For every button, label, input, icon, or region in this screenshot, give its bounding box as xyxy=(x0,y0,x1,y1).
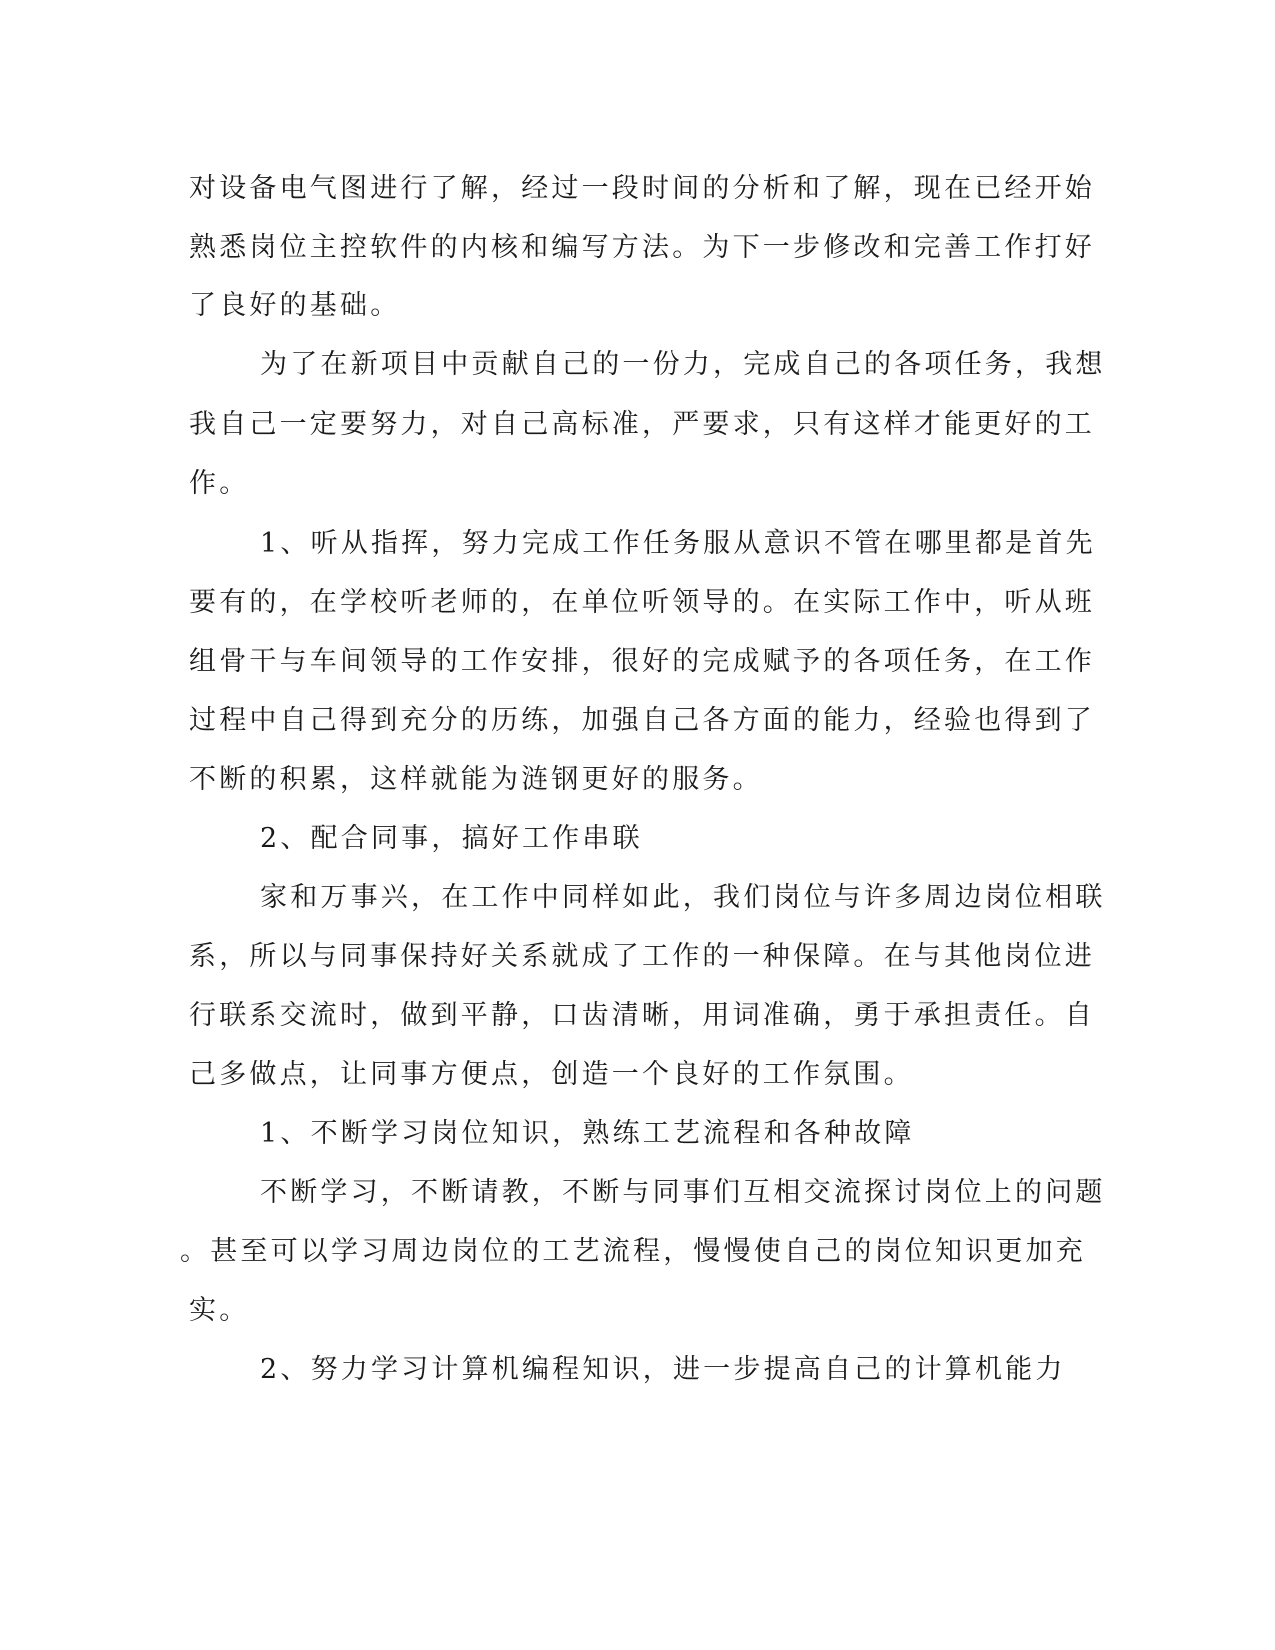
text-line: 。甚至可以学习周边岗位的工艺流程，慢慢使自己的岗位知识更加充 xyxy=(180,1236,1086,1267)
text-line: 我自己一定要努力，对自己高标准，严要求，只有这样才能更好的工 xyxy=(189,409,1095,440)
text-line: 为了在新项目中贡献自己的一份力，完成自己的各项任务，我想 xyxy=(260,349,1106,380)
text-line: 不断的积累，这样就能为涟钢更好的服务。 xyxy=(189,764,763,795)
text-line: 了良好的基础。 xyxy=(189,290,401,321)
text-line: 要有的，在学校听老师的，在单位听领导的。在实际工作中，听从班 xyxy=(189,587,1095,618)
text-line: 熟悉岗位主控软件的内核和编写方法。为下一步修改和完善工作打好 xyxy=(189,232,1095,263)
text-line: 系，所以与同事保持好关系就成了工作的一种保障。在与其他岗位进 xyxy=(189,941,1095,972)
text-line: 1、听从指挥，努力完成工作任务服从意识不管在哪里都是首先 xyxy=(260,528,1096,559)
text-line: 家和万事兴，在工作中同样如此，我们岗位与许多周边岗位相联 xyxy=(260,882,1106,913)
text-line: 1、不断学习岗位知识，熟练工艺流程和各种故障 xyxy=(260,1118,915,1149)
text-line: 实。 xyxy=(189,1295,250,1326)
text-line: 组骨干与车间领导的工作安排，很好的完成赋予的各项任务，在工作 xyxy=(189,646,1095,677)
text-line: 作。 xyxy=(189,468,250,499)
text-line: 己多做点，让同事方便点，创造一个良好的工作氛围。 xyxy=(189,1059,914,1090)
text-line: 2、配合同事，搞好工作串联 xyxy=(260,823,643,854)
text-line: 2、努力学习计算机编程知识，进一步提高自己的计算机能力 xyxy=(260,1354,1066,1385)
text-line: 行联系交流时，做到平静，口齿清晰，用词准确，勇于承担责任。自 xyxy=(189,1000,1095,1031)
text-line: 不断学习，不断请教，不断与同事们互相交流探讨岗位上的问题 xyxy=(260,1177,1106,1208)
text-line: 过程中自己得到充分的历练，加强自己各方面的能力，经验也得到了 xyxy=(189,705,1095,736)
text-line: 对设备电气图进行了解，经过一段时间的分析和了解，现在已经开始 xyxy=(189,173,1095,204)
